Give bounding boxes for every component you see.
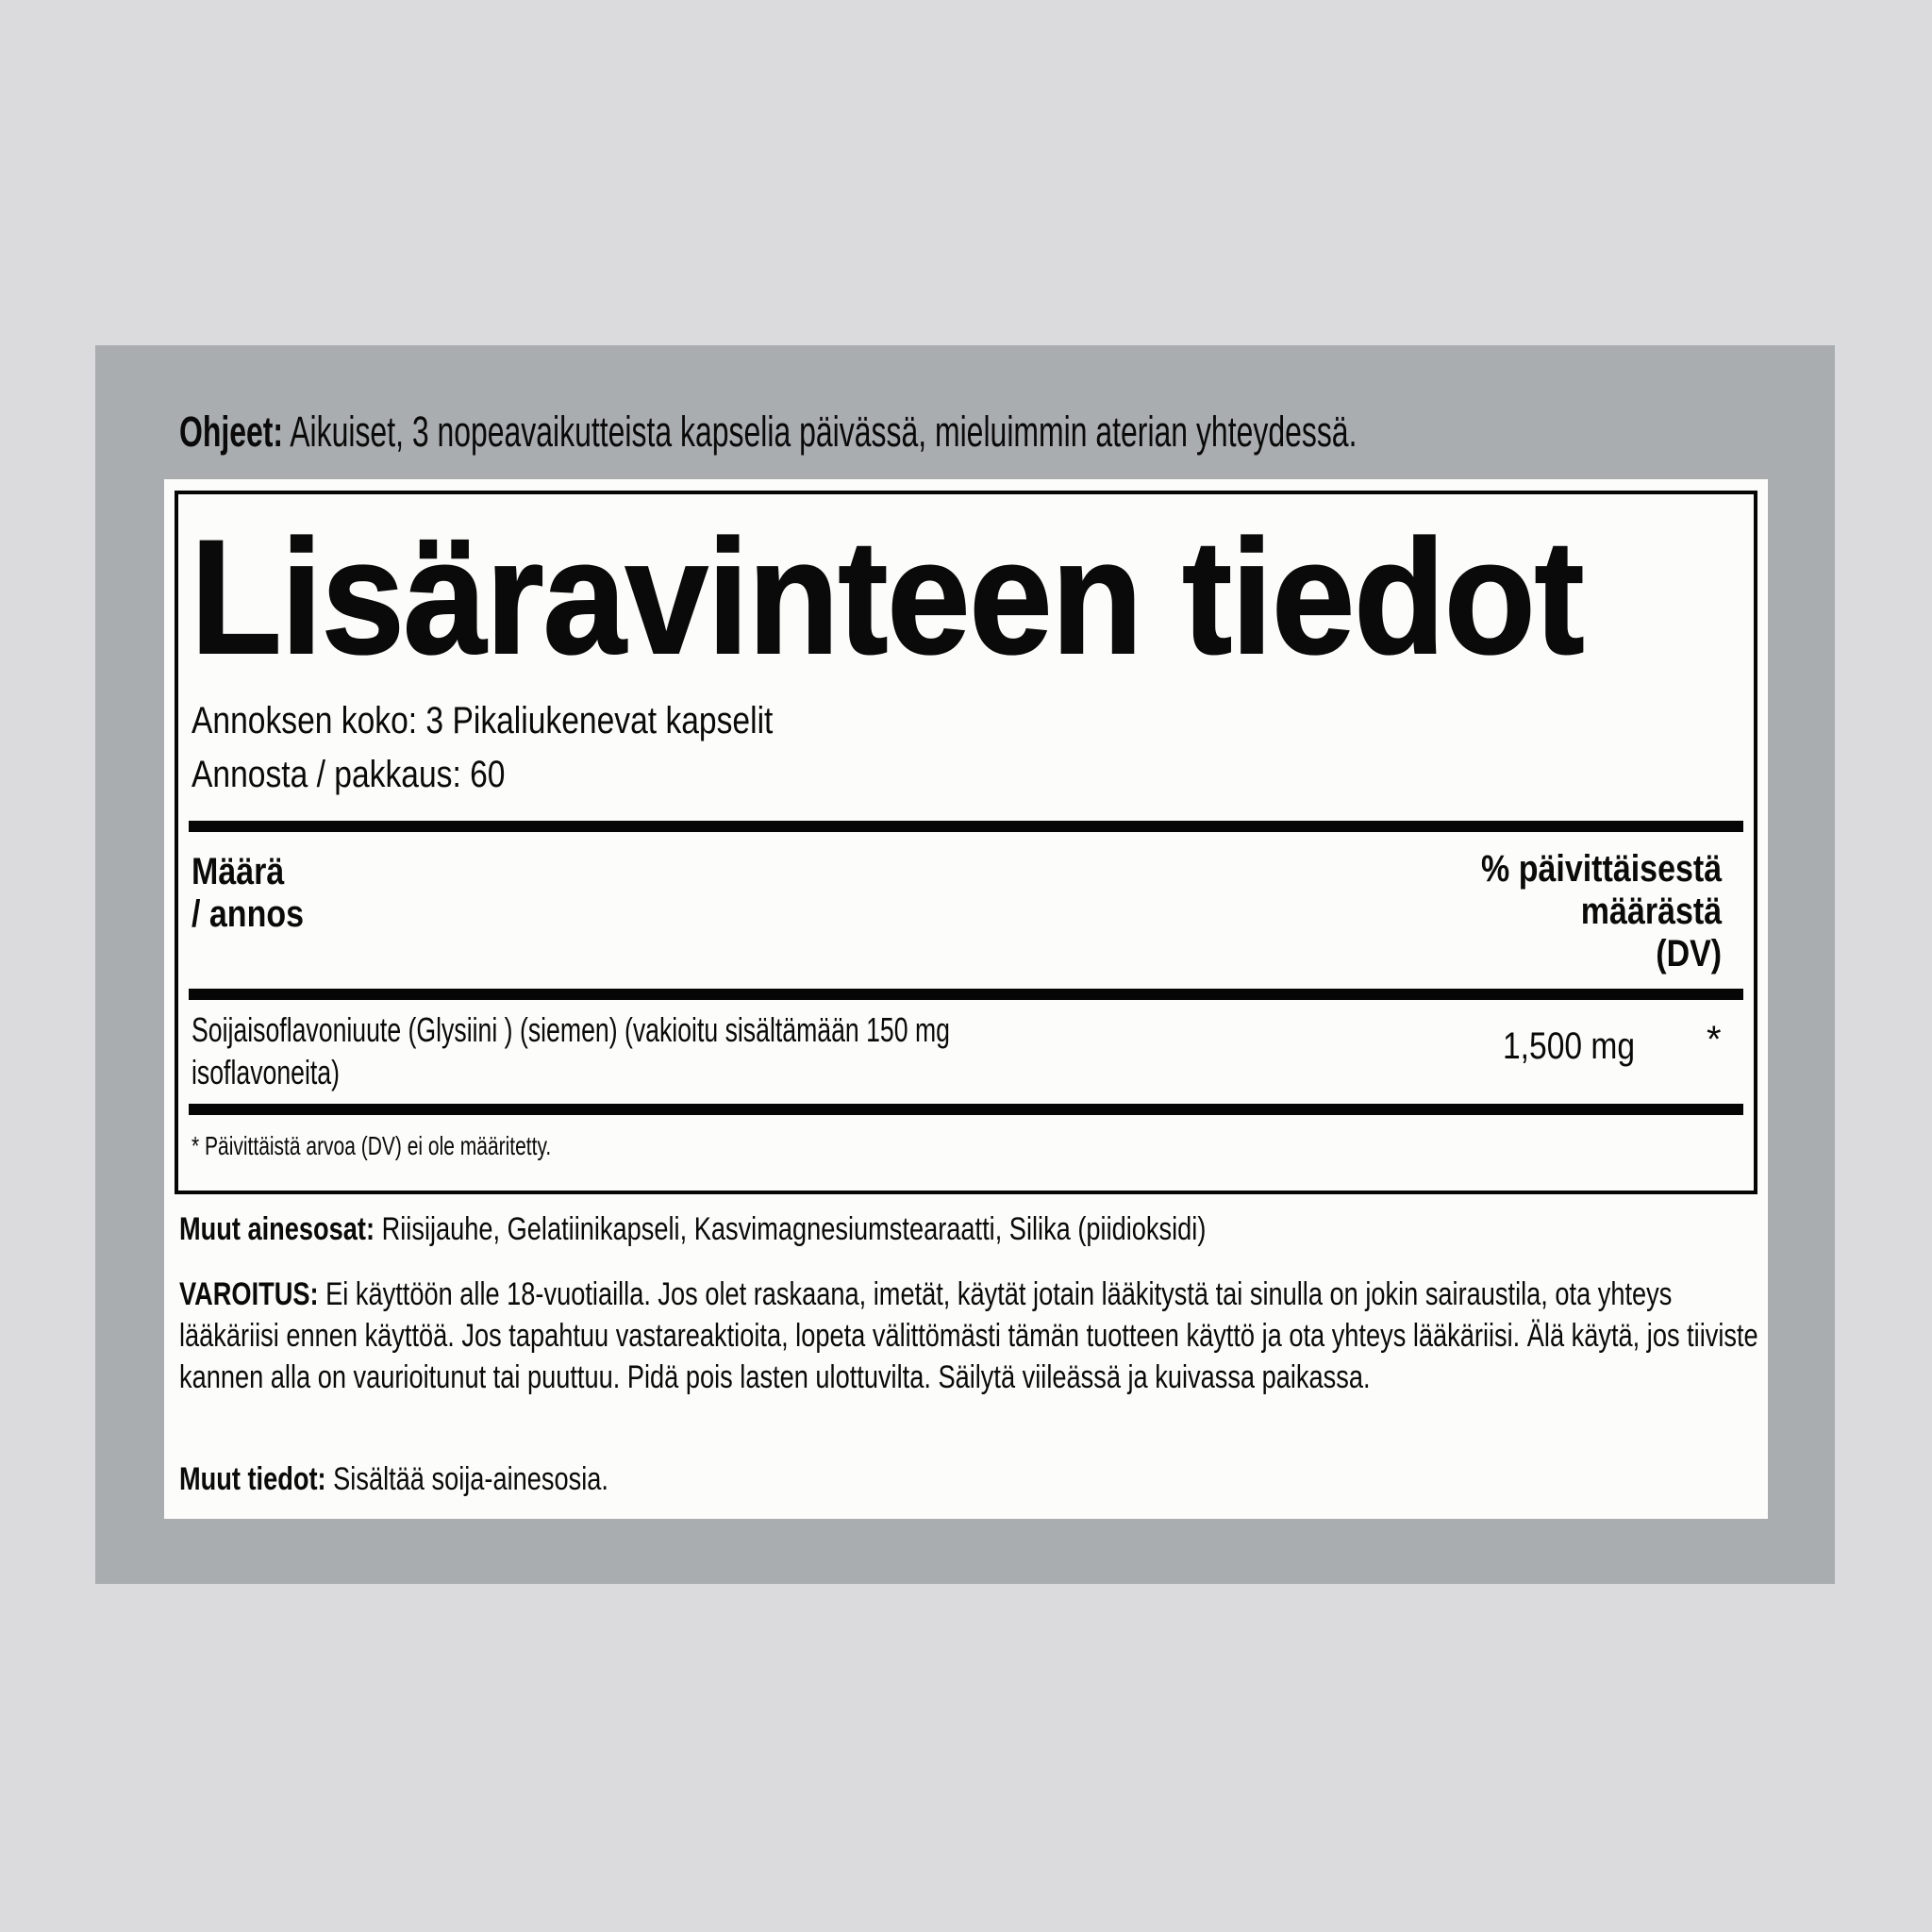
serving-size-line: Annoksen koko: 3 Pikaliukenevat kapselit [192, 700, 774, 741]
warning-text: Ei käyttöön alle 18-vuotiailla. Jos olet raskaana, imetät, käytät jotain lääkitystä tai sinulla on jokin sairaustila, ota yhteys lääkäriisi ennen käyttöä. Jos tapahtuu vastareaktioita, lopeta välittömästi tämän tuotteen käyttö ja ota yhteys lääkäriisi. Älä käytä, jos tiiviste kannen alla on vaurioitunut tai puuttuu. Pidä pois lasten ulottuvilta. Säilytä viileässä ja kuivassa paikassa. [179, 1276, 1758, 1395]
ingredient-name: Soijaisoflavoniuute (Glysiini ) (siemen) (vakioitu sisältämään 150 mg isoflavoneita) [192, 1010, 950, 1091]
directions-label: Ohjeet: [179, 408, 284, 456]
divider-bar-top [189, 821, 1743, 832]
daily-value-footnote: * Päivittäistä arvoa (DV) ei ole määritetty. [192, 1131, 552, 1160]
divider-bar-bottom [189, 1104, 1743, 1115]
amount-header-line2: / annos [192, 893, 305, 935]
ingredient-amount: 1,500 mg [1503, 1025, 1636, 1067]
warning-paragraph [179, 1274, 1768, 1398]
directions-line [179, 408, 1357, 456]
supplement-facts-box [175, 491, 1757, 1194]
daily-value-column-header [1481, 848, 1722, 975]
other-info-label: Muut tiedot: [179, 1461, 326, 1497]
dv-header-line2: määrästä [1580, 891, 1722, 932]
label-white-area [164, 479, 1768, 1519]
amount-header-line1: Määrä [192, 851, 285, 892]
label-panel [95, 345, 1835, 1584]
ingredient-daily-value: * [1707, 1019, 1722, 1060]
supplement-facts-title: Lisäravinteen tiedot [191, 507, 1584, 688]
other-info-text: Sisältää soija-ainesosia. [333, 1461, 608, 1497]
dv-header-line1: % päivittäisestä [1480, 848, 1722, 890]
servings-per-container-line: Annosta / pakkaus: 60 [192, 754, 506, 795]
warning-label: VAROITUS: [179, 1276, 319, 1312]
dv-header-line3: (DV) [1656, 933, 1722, 974]
divider-bar-middle [189, 989, 1743, 1000]
directions-text: Aikuiset, 3 nopeavaikutteista kapselia päivässä, mieluimmin aterian yhteydessä. [290, 408, 1357, 456]
other-info-line [179, 1458, 608, 1500]
amount-column-header [192, 851, 304, 936]
other-ingredients-label: Muut ainesosat: [179, 1211, 375, 1247]
other-ingredients-line [179, 1208, 1206, 1250]
other-ingredients-text: Riisijauhe, Gelatiinikapseli, Kasvimagnesiumstearaatti, Silika (piidioksidi) [381, 1211, 1207, 1247]
